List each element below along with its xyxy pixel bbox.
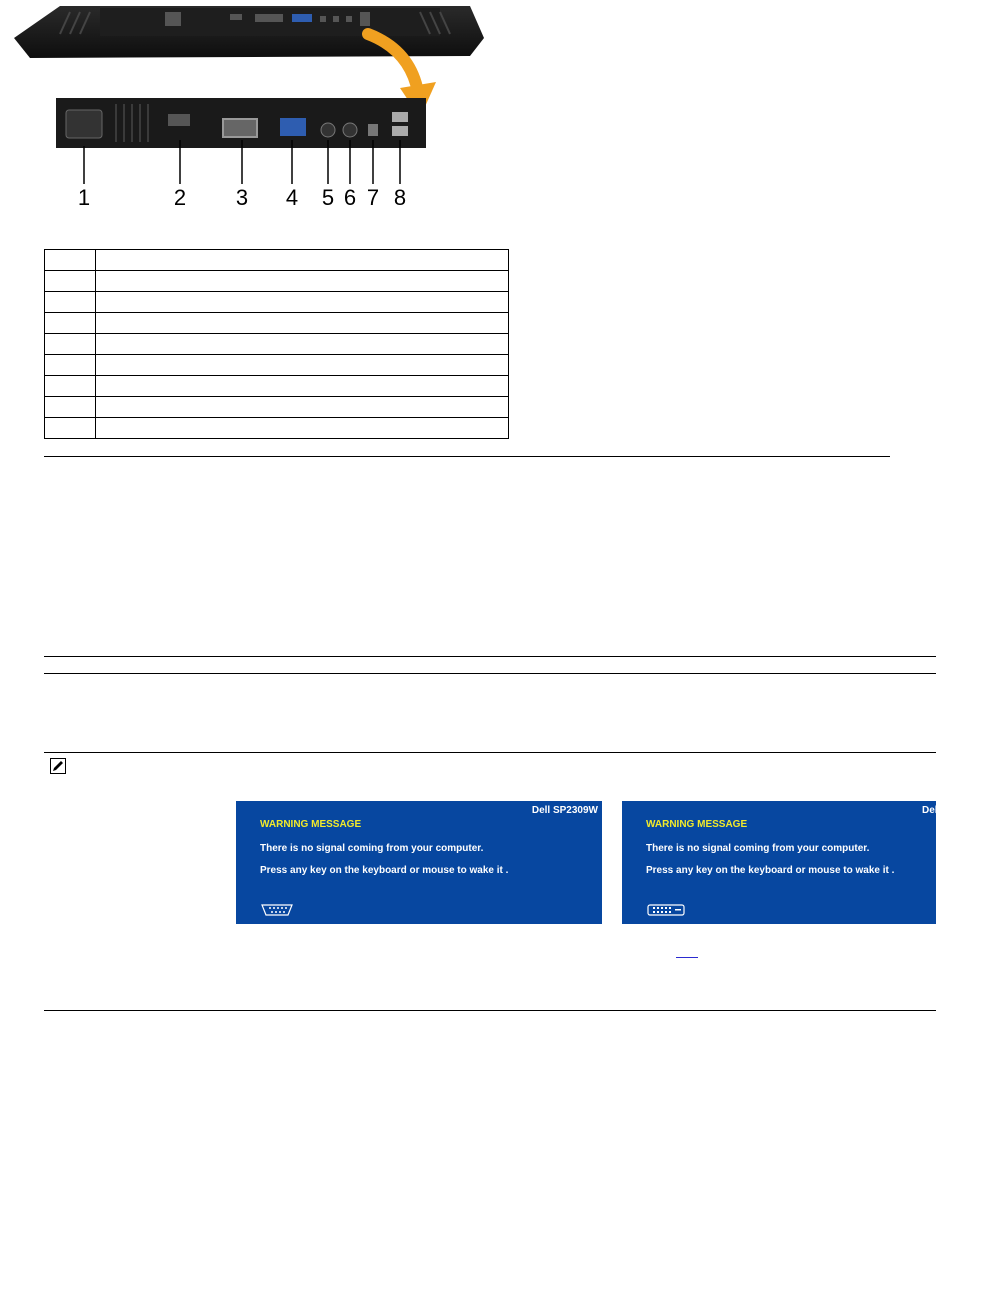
hyperlink-underline[interactable] xyxy=(676,957,698,958)
warning-line-2: Press any key on the keyboard or mouse to wake it . xyxy=(260,865,509,876)
warning-title: WARNING MESSAGE xyxy=(646,819,748,830)
callout-number-4: 4 xyxy=(285,185,299,210)
section-divider xyxy=(44,673,936,674)
table-cell-number xyxy=(45,250,96,271)
callout-number-2: 2 xyxy=(173,185,187,210)
callout-number-3: 3 xyxy=(235,185,249,210)
warning-screen-dvi xyxy=(622,801,988,924)
section-divider xyxy=(44,1010,936,1011)
table-cell-description xyxy=(96,355,509,376)
connector-table xyxy=(44,249,509,439)
callout-number-6: 6 xyxy=(343,185,357,210)
table-cell-number xyxy=(45,334,96,355)
table-row xyxy=(45,271,509,292)
callout-number-8: 8 xyxy=(393,185,407,210)
table-cell-number xyxy=(45,397,96,418)
table-cell-number xyxy=(45,292,96,313)
table-cell-number xyxy=(45,271,96,292)
table-cell-number xyxy=(45,376,96,397)
table-cell-description xyxy=(96,418,509,439)
table-row xyxy=(45,334,509,355)
section-divider xyxy=(44,752,936,753)
table-cell-description xyxy=(96,271,509,292)
table-cell-number xyxy=(45,313,96,334)
warning-line-1: There is no signal coming from your computer. xyxy=(260,843,484,854)
table-cell-number xyxy=(45,418,96,439)
table-row xyxy=(45,355,509,376)
warning-line-2: Press any key on the keyboard or mouse to wake it . xyxy=(646,865,895,876)
callout-leader-lines xyxy=(56,140,436,190)
table-cell-description xyxy=(96,292,509,313)
note-pencil-icon xyxy=(50,758,66,774)
callout-number-5: 5 xyxy=(321,185,335,210)
callout-number-1: 1 xyxy=(77,185,91,210)
warning-screen-vga xyxy=(236,801,602,924)
table-row xyxy=(45,418,509,439)
vga-connector-icon xyxy=(260,903,294,917)
table-row xyxy=(45,250,509,271)
table-row xyxy=(45,376,509,397)
table-cell-description xyxy=(96,313,509,334)
callout-number-7: 7 xyxy=(366,185,380,210)
warning-title: WARNING MESSAGE xyxy=(260,819,362,830)
table-cell-description xyxy=(96,397,509,418)
table-cell-description xyxy=(96,250,509,271)
warning-model-name: Dell SP2309W xyxy=(531,805,598,816)
table-cell-description xyxy=(96,334,509,355)
table-row xyxy=(45,292,509,313)
section-divider xyxy=(44,456,890,457)
dvi-connector-icon xyxy=(646,903,686,917)
table-row xyxy=(45,313,509,334)
table-cell-description xyxy=(96,376,509,397)
table-row xyxy=(45,397,509,418)
table-cell-number xyxy=(45,355,96,376)
warning-model-name: Dell SP2309W xyxy=(922,805,988,816)
section-divider xyxy=(44,656,936,657)
warning-line-1: There is no signal coming from your computer. xyxy=(646,843,870,854)
